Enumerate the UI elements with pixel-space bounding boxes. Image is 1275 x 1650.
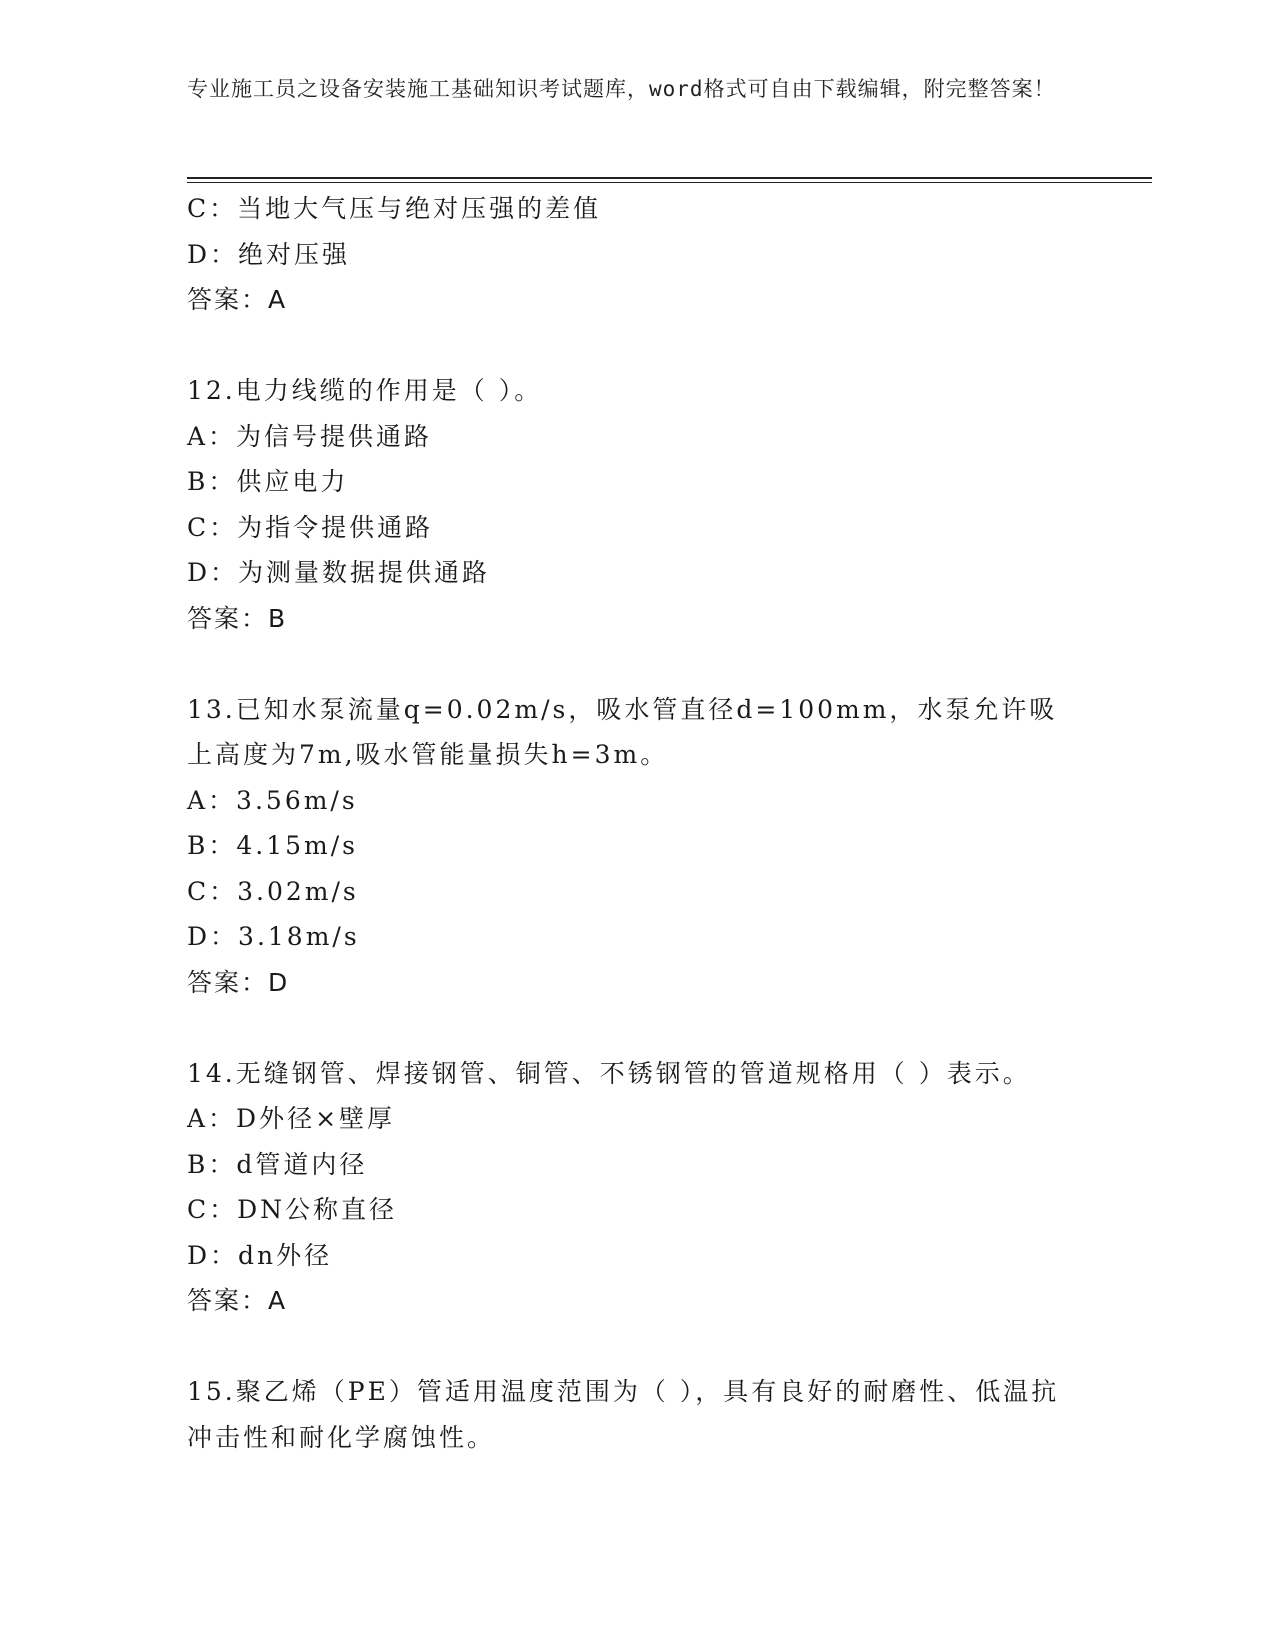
spacer — [187, 323, 1087, 369]
question-12 — [187, 368, 1087, 641]
question-stem: 14.无缝钢管、焊接钢管、铜管、不锈钢管的管道规格用（ ）表示。 — [187, 1058, 1031, 1088]
option-c: C：为指令提供通路 — [187, 512, 434, 542]
option-d: D：dn外径 — [187, 1240, 333, 1270]
answer-label: 答案：A — [187, 1286, 288, 1315]
question-11-continuation — [187, 186, 1087, 323]
answer-label: 答案：A — [187, 285, 288, 314]
option-d: D：绝对压强 — [187, 239, 351, 269]
option-c: C：DN公称直径 — [187, 1195, 398, 1224]
option-b: B：d管道内径 — [187, 1149, 368, 1179]
header-rule-thick — [187, 177, 1152, 179]
page-header: 专业施工员之设备安装施工基础知识考试题库，word格式可自由下载编辑，附完整答案！ — [187, 77, 1056, 101]
option-a: A：3.56m/s — [187, 785, 358, 815]
question-13 — [187, 687, 1087, 1006]
option-a: A：D外径×壁厚 — [187, 1104, 396, 1133]
question-stem: 15.聚乙烯（PE）管适用温度范围为（ ），具有良好的耐磨性、低温抗冲击性和耐化学腐蚀性。 — [187, 1377, 1060, 1452]
option-b: B：4.15m/s — [187, 831, 358, 860]
option-c: C：当地大气压与绝对压强的差值 — [187, 194, 602, 223]
spacer — [187, 1005, 1087, 1051]
question-stem: 13.已知水泵流量q=0.02m/s，吸水管直径d=100mm，水泵允许吸上高度为7m,吸水管能量损失h=3m。 — [187, 694, 1058, 769]
answer-label: 答案：B — [187, 603, 288, 633]
answer-label: 答案：D — [187, 967, 290, 997]
option-a: A：为信号提供通路 — [187, 421, 433, 451]
question-content — [187, 186, 1087, 1460]
option-c: C：3.02m/s — [187, 876, 359, 906]
option-b: B：供应电力 — [187, 467, 349, 496]
option-d: D：3.18m/s — [187, 922, 360, 951]
question-stem: 12.电力线缆的作用是（ ）。 — [187, 376, 543, 405]
question-14 — [187, 1051, 1087, 1324]
header-rule-thin — [187, 182, 1152, 183]
question-15 — [187, 1369, 1087, 1460]
spacer — [187, 1324, 1087, 1370]
spacer — [187, 641, 1087, 687]
option-d: D：为测量数据提供通路 — [187, 558, 491, 587]
